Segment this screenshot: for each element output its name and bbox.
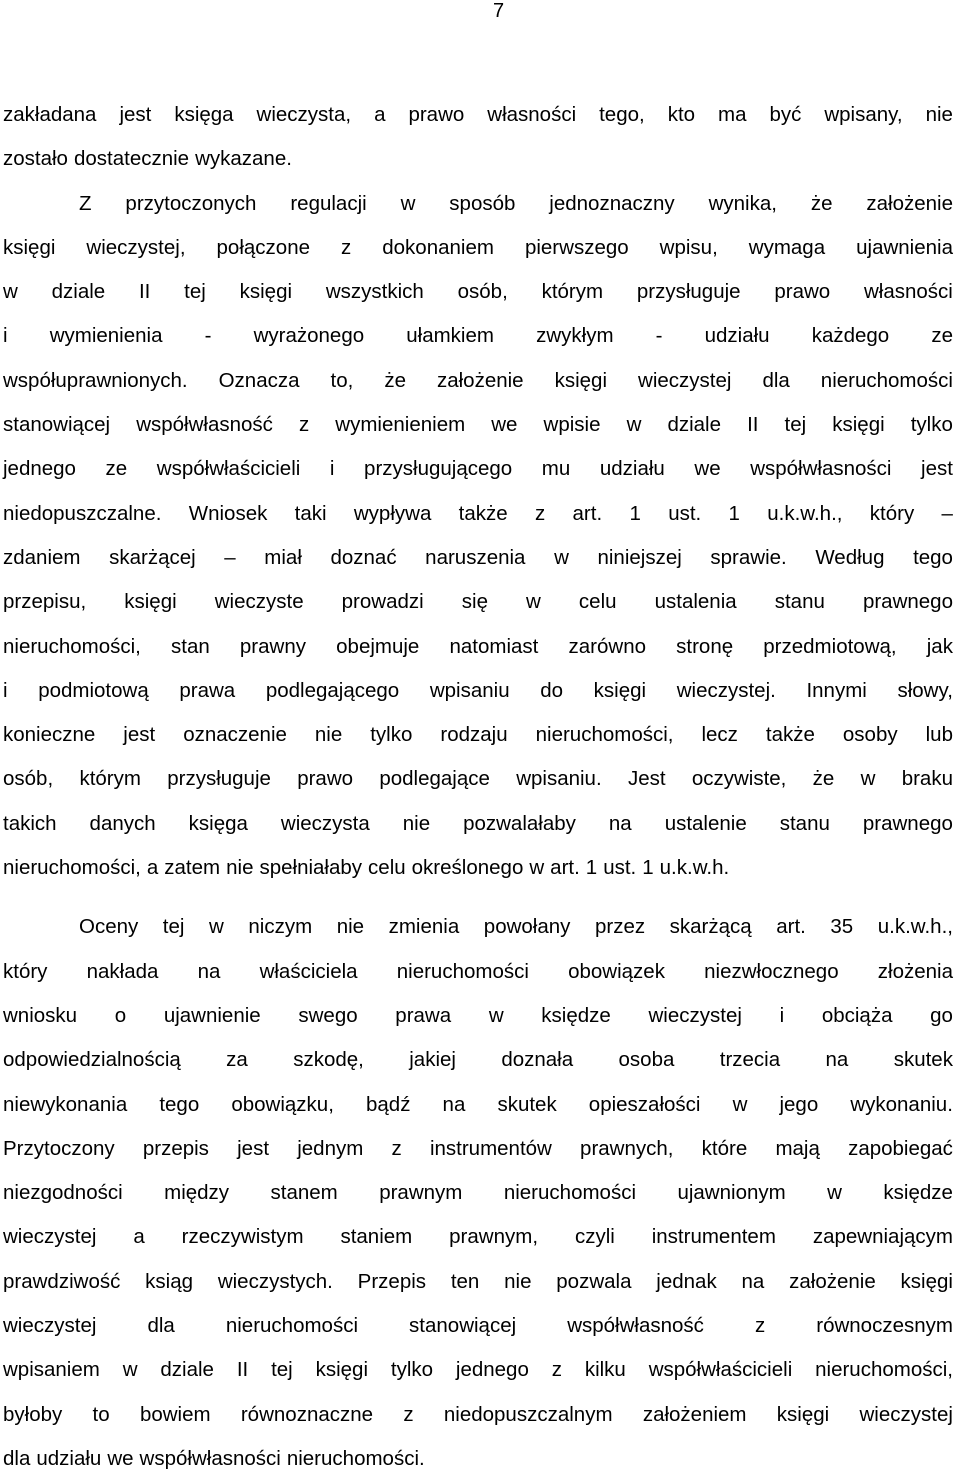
text-line: takich danych księga wieczysta nie pozwalałaby na ustalenie stanu prawnego [3,811,953,835]
paragraph-gap [3,890,953,905]
text-line: zdaniem skarżącej – miał doznać naruszenia w niniejszej sprawie. Według tego [3,545,953,569]
text-line: odpowiedzialnością za szkodę, jakiej doznała osoba trzecia na skutek [3,1048,953,1072]
text-line: Z przytoczonych regulacji w sposób jednoznaczny wynika, że założenie [79,191,953,215]
text-line: niewykonania tego obowiązku, bądź na skutek opieszałości w jego wykonaniu. [3,1092,953,1116]
paragraph [3,182,953,891]
document-body [3,93,953,1481]
text-line: byłoby to bowiem równoznaczne z niedopuszczalnym założeniem księgi wieczystej [3,1402,953,1426]
text-line: księgi wieczystej, połączone z dokonaniem pierwszego wpisu, wymaga ujawnienia [3,235,953,259]
text-line: jednego ze współwłaścicieli i przysługującego mu udziału we współwłasności jest [3,457,953,481]
text-line: Oceny tej w niczym nie zmienia powołany przez skarżącą art. 35 u.k.w.h., [79,915,953,939]
text-line: wniosku o ujawnienie swego prawa w księdze wieczystej i obciąża go [3,1003,953,1027]
text-line: wieczystej dla nieruchomości stanowiącej współwłasność z równoczesnym [3,1314,953,1338]
text-line: wieczystej a rzeczywistym staniem prawnym, czyli instrumentem zapewniającym [3,1225,953,1249]
text-line: współuprawnionych. Oznacza to, że założenie księgi wieczystej dla nieruchomości [3,368,953,392]
page-number: 7 [492,0,505,22]
text-line: zostało dostatecznie wykazane. [3,147,292,171]
text-line: dla udziału we współwłasności nieruchomości. [3,1446,425,1470]
text-line: nieruchomości, a zatem nie spełniałaby celu określonego w art. 1 ust. 1 u.k.w.h. [3,856,730,880]
text-line: i podmiotową prawa podlegającego wpisaniu do księgi wieczystej. Innymi słowy, [3,678,953,702]
text-line: osób, którym przysługuje prawo podlegające wpisaniu. Jest oczywiste, że w braku [3,767,953,791]
text-line: zakładana jest księga wieczysta, a prawo własności tego, kto ma być wpisany, nie [3,103,953,126]
text-line: Przytoczony przepis jest jednym z instrumentów prawnych, które mają zapobiegać [3,1136,953,1160]
text-line: niezgodności między stanem prawnym nieruchomości ujawnionym w księdze [3,1181,953,1205]
text-line: który nakłada na właściciela nieruchomości obowiązek niezwłocznego złożenia [3,959,953,983]
text-line: nieruchomości, stan prawny obejmuje natomiast zarówno stronę przedmiotową, jak [3,634,953,658]
text-line: stanowiącej współwłasność z wymienieniem we wpisie w dziale II tej księgi tylko [3,413,953,437]
text-line: przepisu, księgi wieczyste prowadzi się w celu ustalenia stanu prawnego [3,590,953,614]
text-line: konieczne jest oznaczenie nie tylko rodzaju nieruchomości, lecz także osoby lub [3,723,953,747]
paragraph [3,905,953,1481]
text-line: w dziale II tej księgi wszystkich osób, którym przysługuje prawo własności [3,280,953,304]
text-line: niedopuszczalne. Wniosek taki wypływa także z art. 1 ust. 1 u.k.w.h., który – [3,501,953,525]
text-line: wpisaniem w dziale II tej księgi tylko jednego z kilku współwłaścicieli nieruchomości, [3,1358,953,1382]
text-line: prawdziwość ksiąg wieczystych. Przepis ten nie pozwala jednak na założenie księgi [3,1269,953,1293]
paragraph [3,93,953,182]
text-line: i wymienienia - wyrażonego ułamkiem zwykłym - udziału każdego ze [3,324,953,348]
